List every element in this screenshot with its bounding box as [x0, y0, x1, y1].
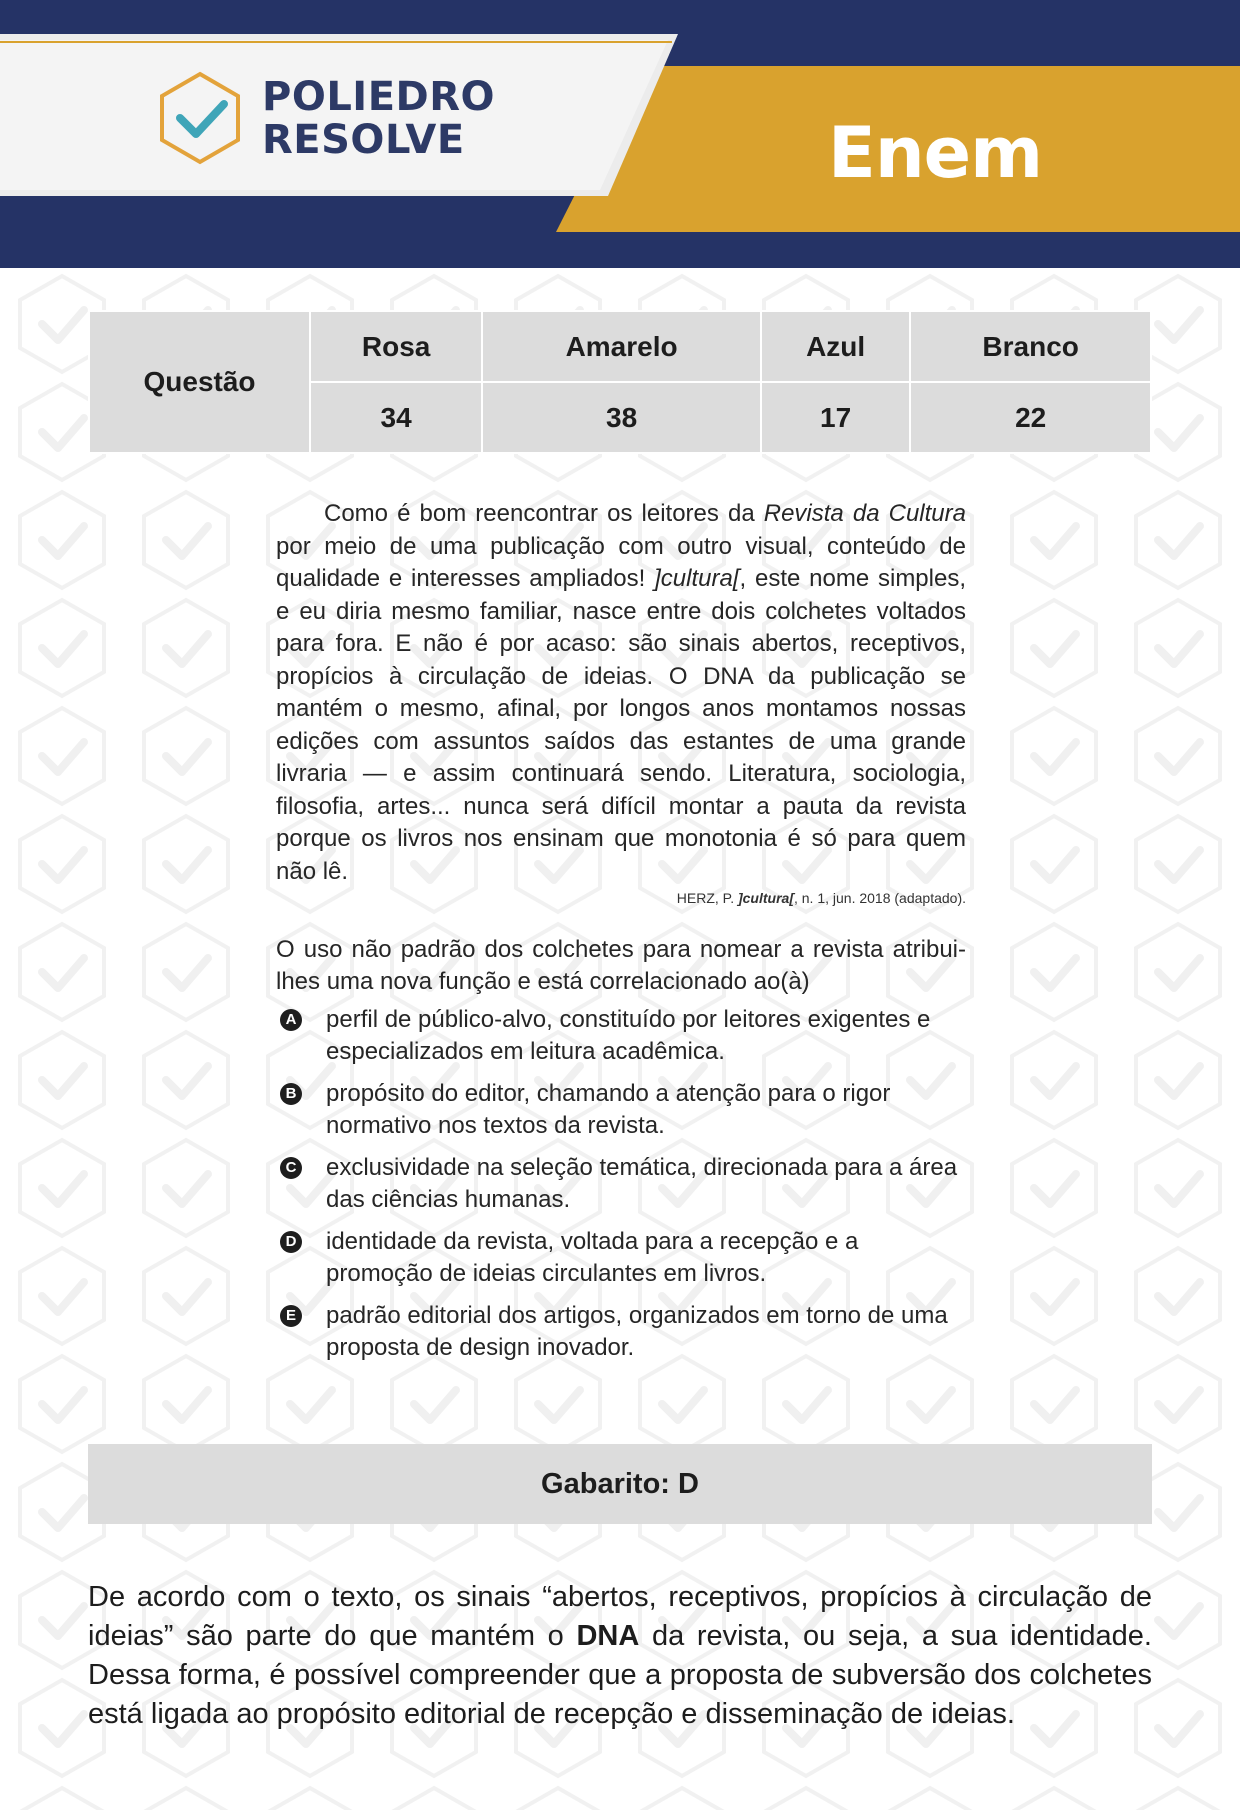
citation-author: HERZ, P.: [676, 890, 738, 906]
passage-citation: [276, 890, 966, 906]
passage-segment: por meio de uma publicação com outro visual, conteúdo de qualidade e interesses ampliados!: [276, 532, 966, 592]
exam-title: Enem: [828, 112, 1043, 194]
question-label: Questão: [89, 311, 310, 453]
passage-italic-title: Revista da Cultura: [763, 500, 966, 527]
alternative-b: [276, 1078, 966, 1142]
question-number-table: [88, 310, 1152, 454]
alternative-letter-e: E: [280, 1305, 302, 1327]
column-header-azul: Azul: [761, 311, 910, 382]
alternative-text-e: padrão editorial dos artigos, organizados em torno de uma proposta de design inovador.: [326, 1302, 948, 1361]
alternative-d: [276, 1226, 966, 1290]
alternative-letter-d: D: [280, 1231, 302, 1253]
column-header-rosa: Rosa: [310, 311, 482, 382]
question-number-branco: 22: [910, 382, 1151, 453]
answer-key: Gabarito: D: [541, 1467, 699, 1500]
explanation-segment: De acordo com o texto, os sinais “abertos, receptivos, propícios à circulação de ideias” são parte do que mantém o: [88, 1581, 1152, 1652]
alternative-text-c: exclusividade na seleção temática, direcionada para a área das ciências humanas.: [326, 1154, 958, 1213]
alternative-text-d: identidade da revista, voltada para a recepção e a promoção de ideias circulantes em livros.: [326, 1228, 859, 1287]
alternative-letter-c: C: [280, 1157, 302, 1179]
explanation-text: [88, 1578, 1152, 1734]
citation-title: ]cultura[: [737, 890, 794, 906]
alternative-letter-b: B: [280, 1083, 302, 1105]
column-header-amarelo: Amarelo: [482, 311, 761, 382]
page-header: [0, 0, 1240, 268]
explanation-segment: da revista, ou seja, a sua identidade. Dessa forma, é possível compreender que a proposta de subversão dos colchetes está ligada ao propósito editorial de recepção e disseminação de ideias.: [88, 1620, 1152, 1730]
brand-name-line1: POLIEDRO: [262, 74, 496, 120]
question-stem: O uso não padrão dos colchetes para nomear a revista atribui-lhes uma nova função e está correlacionado ao(à): [276, 936, 966, 995]
answer-key-bar: [88, 1444, 1152, 1524]
citation-details: , n. 1, jun. 2018 (adaptado).: [793, 890, 966, 906]
question-number-rosa: 34: [310, 382, 482, 453]
brand-name-line2: RESOLVE: [262, 117, 465, 163]
passage-italic-name: ]cultura[: [654, 565, 740, 592]
passage-text: [276, 498, 966, 888]
alternative-text-b: propósito do editor, chamando a atenção para o rigor normativo nos textos da revista.: [326, 1080, 891, 1139]
passage-segment: , este nome simples, e eu diria mesmo familiar, nasce entre dois colchetes voltados para fora. E não é por acaso: são sinais abertos, receptivos, propícios à circulação de ideias. O DNA da publicação se mantém o mesmo, afinal, por longos anos montamos nossas edições com assuntos saídos das estantes de uma grande livraria — e assim continuará sendo. Literatura, sociologia, filosofia, artes... nunca será difícil montar a pauta da revista porque os livros nos ensinam que monotonia é só para quem não lê.: [276, 565, 967, 885]
header-banner: [0, 0, 1240, 268]
explanation-bold-term: DNA: [576, 1620, 640, 1652]
alternative-c: [276, 1152, 966, 1216]
alternative-text-a: perfil de público-alvo, constituído por leitores exigentes e especializados em leitura acadêmica.: [326, 1006, 931, 1065]
question-number-amarelo: 38: [482, 382, 761, 453]
alternative-letter-a: A: [280, 1009, 302, 1031]
passage-segment: Como é bom reencontrar os leitores da: [324, 500, 764, 527]
question-block: [276, 498, 966, 1374]
alternative-a: [276, 1004, 966, 1068]
column-header-branco: Branco: [910, 311, 1151, 382]
alternative-e: [276, 1300, 966, 1364]
question-number-azul: 17: [761, 382, 910, 453]
